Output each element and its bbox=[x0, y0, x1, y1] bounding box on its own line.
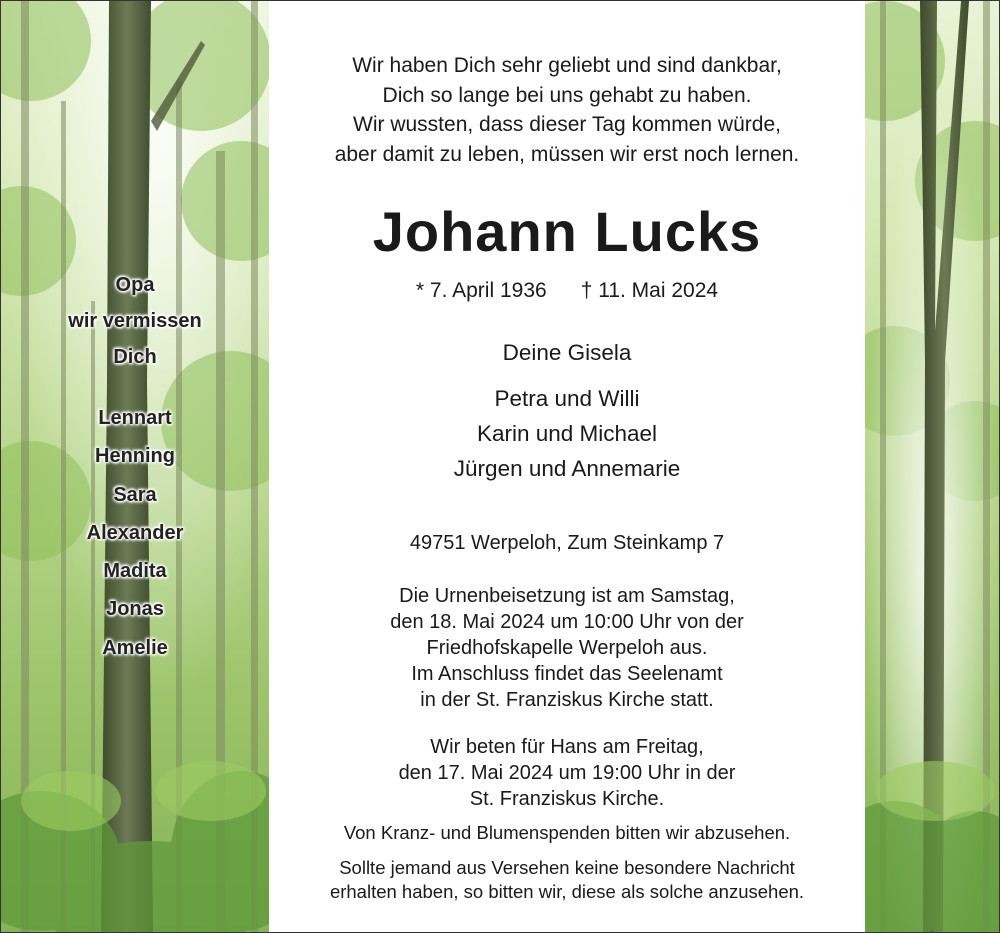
family-member: Petra und Willi bbox=[494, 386, 640, 411]
notice-line: Sollte jemand aus Versehen keine besondere Nachricht bbox=[339, 857, 795, 878]
poem-line: Wir wussten, dass dieser Tag kommen würde, bbox=[353, 113, 781, 136]
grandchild-name: Henning bbox=[95, 445, 175, 468]
grandchild-name: Alexander bbox=[86, 521, 184, 544]
grandchildren-heading-line: wir vermissen bbox=[68, 310, 202, 332]
prayer-line: den 17. Mai 2024 um 19:00 Uhr in der bbox=[398, 762, 736, 784]
grandchildren-heading-line: Dich bbox=[113, 346, 157, 368]
forest-illustration-right bbox=[865, 1, 999, 932]
grandchildren-heading-line: Opa bbox=[115, 274, 155, 296]
poem-line: Dich so lange bei uns gehabt zu haben. bbox=[382, 83, 752, 107]
urn-burial-line: in der St. Franziskus Kirche statt. bbox=[420, 689, 714, 711]
family-spouse: Deine Gisela bbox=[502, 340, 632, 365]
prayer-line: Wir beten für Hans am Freitag, bbox=[430, 736, 704, 758]
family-members bbox=[269, 381, 865, 486]
family-member: Karin und Michael bbox=[476, 421, 658, 446]
grandchildren-message bbox=[1, 267, 269, 667]
death-date: † 11. Mai 2024 bbox=[580, 279, 719, 302]
grandchild-name: Lennart bbox=[98, 407, 172, 429]
birth-date: * 7. April 1936 bbox=[415, 279, 547, 302]
grandchild-name: Sara bbox=[113, 483, 157, 506]
obituary-text-panel bbox=[269, 1, 865, 932]
grandchild-name: Madita bbox=[103, 560, 167, 583]
family-member: Jürgen und Annemarie bbox=[453, 456, 681, 481]
flowers-note: Von Kranz- und Blumenspenden bitten wir abzusehen. bbox=[343, 822, 791, 843]
life-dates bbox=[269, 279, 865, 303]
grandchild-name: Jonas bbox=[106, 598, 164, 621]
urn-burial-line: den 18. Mai 2024 um 10:00 Uhr von der bbox=[390, 611, 744, 633]
urn-burial-line: Im Anschluss findet das Seelenamt bbox=[411, 663, 723, 685]
poem-line: aber damit zu leben, müssen wir erst noch lernen. bbox=[334, 142, 800, 166]
grandchild-name: Amelie bbox=[102, 636, 168, 659]
notice-line: erhalten haben, so bitten wir, diese als solche anzusehen. bbox=[329, 881, 805, 902]
notice-text bbox=[269, 856, 865, 904]
family-address: 49751 Werpeloh, Zum Steinkamp 7 bbox=[409, 532, 725, 554]
forest-image-right bbox=[865, 1, 999, 932]
urn-burial-info bbox=[269, 583, 865, 713]
urn-burial-line: Friedhofskapelle Werpeloh aus. bbox=[426, 637, 708, 659]
poem-line: Wir haben Dich sehr geliebt und sind dankbar, bbox=[352, 54, 782, 77]
grandchildren-names bbox=[1, 399, 269, 667]
prayer-line: St. Franziskus Kirche. bbox=[469, 788, 665, 810]
urn-burial-line: Die Urnenbeisetzung ist am Samstag, bbox=[399, 585, 735, 607]
prayer-info bbox=[269, 734, 865, 812]
memorial-poem bbox=[269, 51, 865, 169]
deceased-name: Johann Lucks bbox=[372, 200, 762, 263]
